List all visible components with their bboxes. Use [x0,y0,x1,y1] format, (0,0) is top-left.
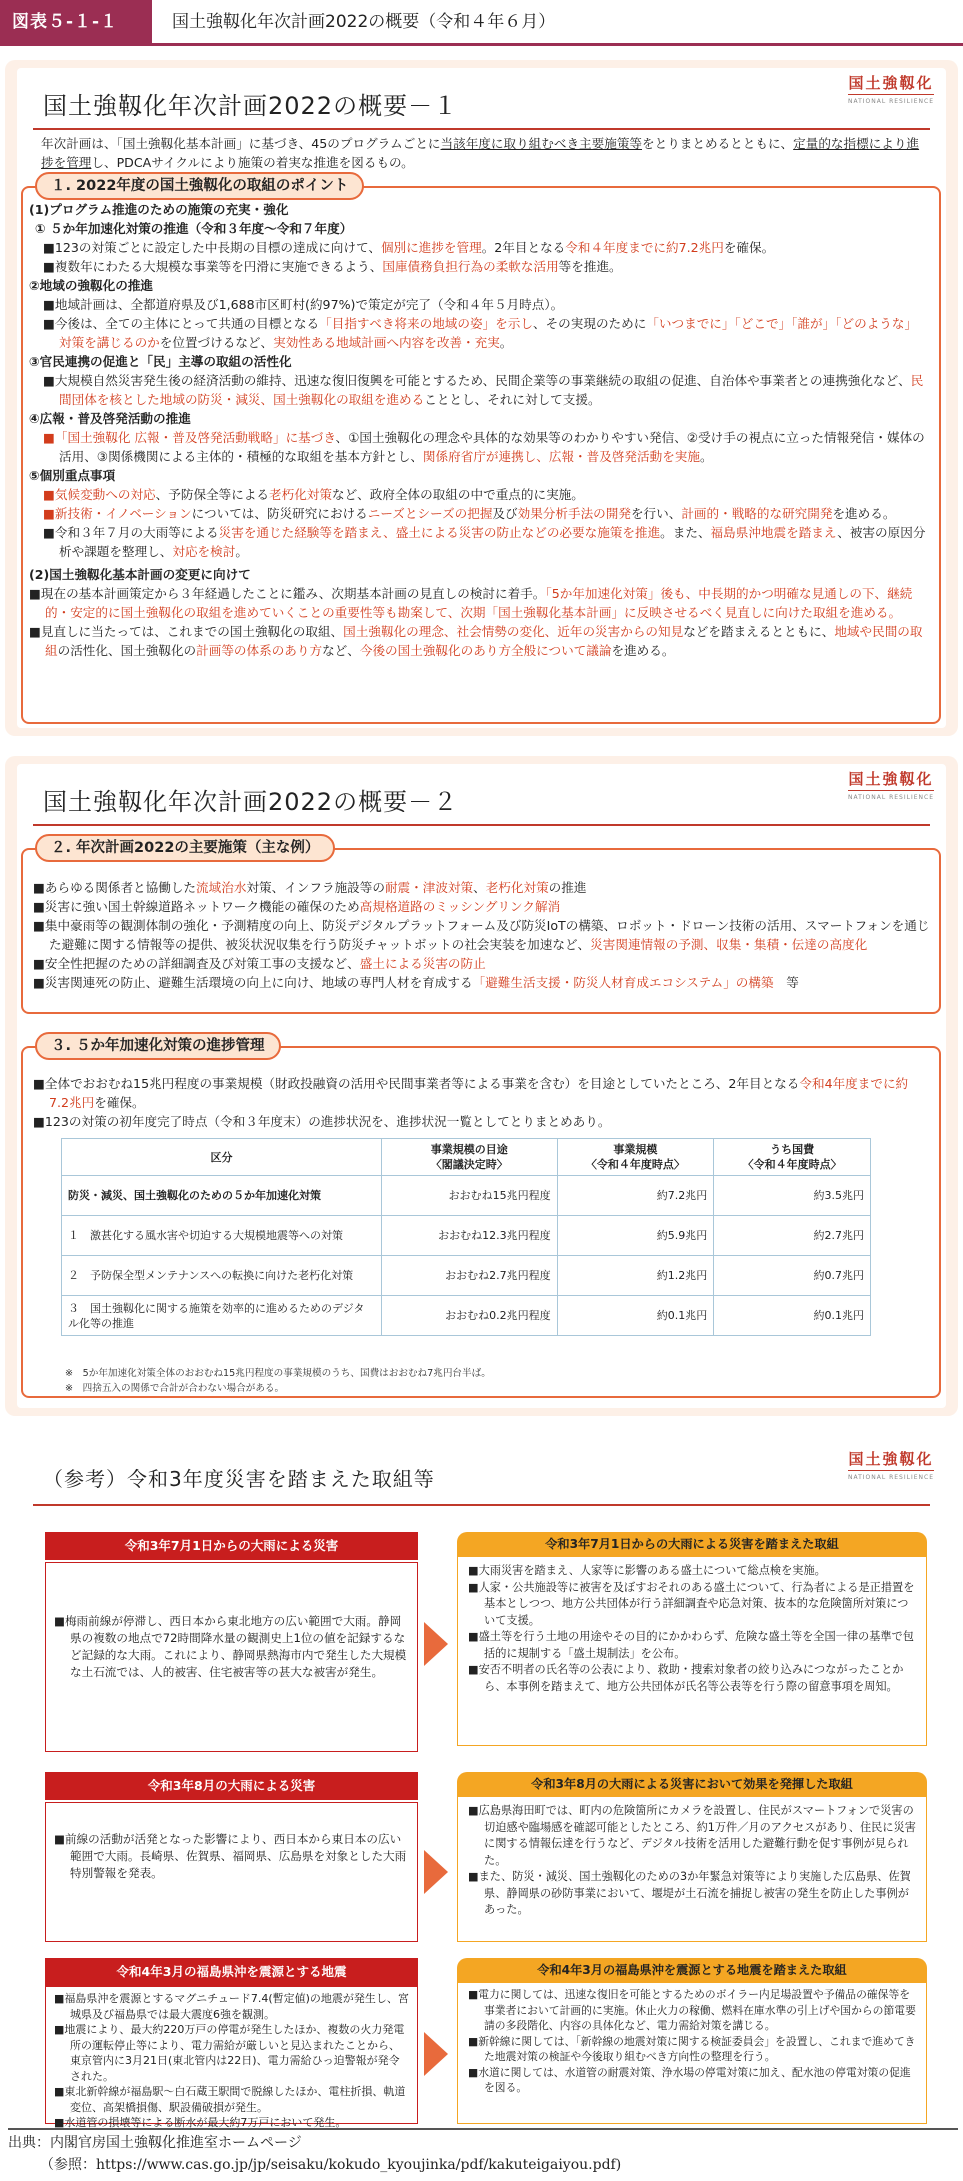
source-url[interactable]: （参照：https://www.cas.go.jp/jp/seisaku/kokudo_kyoujinka/pdf/kakuteigaiyou.pdf) [40,2157,622,2173]
source-label: 出典：内閣官房国土強靱化推進室ホームページ [8,2135,302,2151]
disaster-body: ■梅雨前線が停滞し、西日本から東北地方の広い範囲で大雨。静岡県の複数の地点で72時間降水量の観測史上1位の値を記録するなど記録的な大雨。これにより、静岡県熱海市内で発生した大規模な土石流では、人的被害、住宅被害等の甚大な被害が発生。 [45,1562,418,1752]
figure-tag: 図表５-１-１ [0,0,152,44]
section-title: ２. 年次計画2022の主要施策（主な例） [35,834,335,862]
response-body: ■大雨災害を踏まえ、人家等に影響のある盛土について総点検を実施。 ■人家・公共施設等に被害を及ぼすおそれのある盛土について、行為者による是正措置を基本としつつ、地方公共団体が行う詳細調査や応急対策、抜本的な危険箇所対策について支援。 ■盛土等を行う土地の用途やその目的にかかわらず、危険な盛土等を全国一律の基準で包括的に規制する「盛土規制法」を公布。 ■安否不明者の氏名等の公表により、救助・捜索対象者の絞り込みにつながったことから、本事例を踏まえて、地方公共団体が氏名等公表等を行う際の留意事項を周知。 [457,1556,927,1746]
response-heading: 令和3年7月1日からの大雨による災害を踏まえた取組 [457,1532,927,1556]
intro-text: 年次計画は、「国土強靱化基本計画」に基づき、45のプログラムごとに当該年度に取り組むべき主要施策等をとりまとめるとともに、定量的な指標により進捗を管理し、PDCAサイクルにより施策の着実な推進を図るもの。 [41,136,920,170]
source-rule [8,2128,958,2130]
title-rule [33,824,930,826]
panel-reference [5,1436,958,2129]
figure-title: 国土強靱化年次計画2022の概要（令和４年６月） [172,12,556,32]
figure-header [0,0,963,46]
arrow-icon [424,1622,448,1666]
table-row [62,1256,871,1296]
title-rule [33,128,930,130]
page-title: 国土強靱化年次計画2022の概要－２ [43,788,459,816]
table-cell: 約0.1兆円 [557,1296,714,1336]
response-body: ■広島県海田町では、町内の危険箇所にカメラを設置し、住民がスマートフォンで災害の切迫感や臨場感を確認可能としたところ、約1万件／月のアクセスがあり、住民に災害に関する情報伝達を行うなど、デジタル技術を活用した避難行動を促す事例が見られた。 ■また、防災・減災、国土強靱化のための3か年緊急対策等により実施した広島県、佐賀県、静岡県の砂防事業において、堰堤が土石流を捕捉し被害の発生を防止した事例があった。 [457,1796,927,1942]
table-note: ※ 5か年加速化対策全体のおおむね15兆円程度の事業規模のうち、国費はおおむね7兆円台半ば。 [65,1368,491,1379]
logo [848,770,934,802]
logo-sub: NATIONAL RESILIENCE [848,1470,934,1482]
section-progress-body: ■全体でおおむね15兆円程度の事業規模（財政投融資の活用や民間事業者等による事業を含む）を目途としていたところ、2年目となる令和4年度までに約7.2兆円を確保。 ■123の対策の初年度完了時点（令和３年度末）の進捗状況を、進捗状況一覧としてとりまとめあり。 [33,1076,909,1129]
table-cell: おおむね15兆円程度 [382,1176,558,1216]
arrow-icon [424,2032,448,2076]
table-header: 事業規模 〈令和４年度時点〉 [557,1139,714,1176]
table-cell: おおむね12.3兆円程度 [382,1216,558,1256]
table-row [62,1216,871,1256]
table-cell: おおむね2.7兆円程度 [382,1256,558,1296]
page-title: 国土強靱化年次計画2022の概要－１ [43,92,459,120]
panel-overview-2 [5,756,958,1416]
table-header: 区分 [62,1139,382,1176]
response-heading: 令和4年3月の福島県沖を震源とする地震を踏まえた取組 [457,1958,927,1982]
table-cell: 約5.9兆円 [557,1216,714,1256]
table-header: 事業規模の目途 〈閣議決定時〉 [382,1139,558,1176]
table-header-row [62,1139,871,1176]
disaster-heading: 令和3年7月1日からの大雨による災害 [45,1532,418,1560]
logo [848,1450,934,1482]
arrow-icon [424,1850,448,1894]
disaster-heading: 令和4年3月の福島県沖を震源とする地震 [45,1958,418,1986]
table-cell: 約3.5兆円 [714,1176,871,1216]
logo-mark: 国土強靱化 [848,74,934,92]
logo-sub: NATIONAL RESILIENCE [848,790,934,802]
logo-mark: 国土強靱化 [848,770,934,788]
disaster-body: ■前線の活動が活発となった影響により、西日本から東日本の広い範囲で大雨。長崎県、佐賀県、福岡県、広島県を対象とした大雨特別警報を発表。 [45,1802,418,1942]
table-cell: 約0.1兆円 [714,1296,871,1336]
table-cell: １ 激甚化する風水害や切迫する大規模地震等への対策 [62,1216,382,1256]
table-note: ※ 四捨五入の関係で合計が合わない場合がある。 [65,1383,285,1394]
table-cell: おおむね0.2兆円程度 [382,1296,558,1336]
section-measures-body: ■あらゆる関係者と協働した流域治水対策、インフラ施設等の耐震・津波対策、老朽化対策の推進 ■災害に強い国土幹線道路ネットワーク機能の確保のため高規格道路のミッシングリンク解消 ■集中豪雨等の観測体制の強化・予測精度の向上、防災デジタルプラットフォーム及び防災IoTの構築、ロボット・ドローン技術の活用、スマートフォンを通じた避難に関する情報等の提供、被災状況収集を行う防災チャットボットの社会実装を加速など、災害関連情報の予測、収集・集積・伝達の高度化 ■安全性把握のための詳細調査及び対策工事の支援など、盛土による災害の防止 ■災害関連死の防止、避難生活環境の向上に向け、地域の専門人材を育成する「避難生活支援・防災人材育成エコシステム」の構築 等 [33,880,930,990]
table-row [62,1176,871,1216]
table-cell: 約2.7兆円 [714,1216,871,1256]
panel-overview-1 [5,60,958,736]
response-heading: 令和3年8月の大雨による災害において効果を発揮した取組 [457,1772,927,1796]
progress-table [61,1138,871,1336]
logo [848,74,934,106]
title-rule [33,1504,930,1506]
table-cell: ３ 国土強靱化に関する施策を効率的に進めるためのデジタル化等の推進 [62,1296,382,1336]
response-body: ■電力に関しては、迅速な復旧を可能とするためのボイラー内足場設置や予備品の確保等を事業者において計画的に実施。休止火力の稼働、燃料在庫水準の引上げや国からの節電要請の多段階化、内容の具体化など、電力需給対策を講じる。 ■新幹線に関しては、「新幹線の地震対策に関する検証委員会」を設置し、これまで進めてきた地震対策の検証や今後取り組むべき方向性の整理を行う。 ■水道に関しては、水道管の耐震対策、浄水場の停電対策に加え、配水池の停電対策の促進を図る。 [457,1982,927,2124]
table-cell: 約7.2兆円 [557,1176,714,1216]
logo-sub: NATIONAL RESILIENCE [848,94,934,106]
section-title: １. 2022年度の国土強靱化の取組のポイント [35,172,364,200]
section-points-body: (1)プログラム推進のための施策の充実・強化 ① ５か年加速化対策の推進（令和３年度～令和７年度） ■123の対策ごとに設定した中長期の目標の達成に向けて、個別に進捗を管理。2年目となる令和４年度までに約7.2兆円を確保。 ■複数年にわたる大規模な事業等を円滑に実施できるよう、国庫債務負担行為の柔軟な活用等を推進。 ②地域の強靱化の推進 ■地域計画は、全都道府県及び1,688市区町村(約97%)で策定が完了（令和４年５月時点）。 ■今後は、全ての主体にとって共通の目標となる「目指すべき将来の地域の姿」を示し、その実現のために「いつまでに」「どこで」「誰が」「どのような」対策を講じるのかを位置づけるなど、実効性ある地域計画へ内容を改善・充実。 ③官民連携の促進と「民」主導の取組の活性化 ■大規模自然災害発生後の経済活動の維持、迅速な復旧復興を可能とするため、民間企業等の事業継続の取組の促進、自治体や事業者との連携強化など、民間団体を核とした地域の防災・減災、国土強靱化の取組を進めることとし、それに対して支援。 ④広報・普及啓発活動の推進 ■「国土強靱化 広報・普及啓発活動戦略」に基づき、①国土強靱化の理念や具体的な効果等のわかりやすい発信、②受け手の視点に立った情報発信・媒体の活用、③関係機関による主体的・積極的な取組を基本方針とし、関係府省庁が連携し、広報・普及啓発活動を実施。 ⑤個別重点事項 ■気候変動への対応、予防保全等による老朽化対策など、政府全体の取組の中で重点的に実施。 ■新技術・イノベーションについては、防災研究におけるニーズとシーズの把握及び効果分析手法の開発を行い、計画的・戦略的な研究開発を進める。 ■令和３年７月の大雨等による災害を通じた経験等を踏まえ、盛土による災害の防止などの必要な施策を推進。また、福島県沖地震を踏まえ、被害の原因分析や課題を整理し、対応を検討。 (2)国土強靱化基本計画の変更に向けて ■現在の基本計画策定から３年経過したことに鑑み、次期基本計画の見直しの検討に着手。「5か年加速化対策」後も、中長期的かつ明確な見通しの下、継続的・安定的に国土強靱化の取組を進めていくことの重要性等も勘案して、次期「国土強靱化基本計画」に反映させるべく見直しに向けた取組を進める。 ■見直しに当たっては、これまでの国土強靱化の取組、国土強靱化の理念、社会情勢の変化、近年の災害からの知見などを踏まえるとともに、地域や民間の取組の活性化、国土強靱化の計画等の体系のあり方など、今後の国土強靱化のあり方全般について議論を進める。 [29,202,926,658]
page-title: （参考）令和3年度災害を踏まえた取組等 [43,1467,435,1491]
table-cell: 防災・減災、国土強靱化のための５か年加速化対策 [62,1176,382,1216]
disaster-heading: 令和3年8月の大雨による災害 [45,1772,418,1800]
table-cell: ２ 予防保全型メンテナンスへの転換に向けた老朽化対策 [62,1256,382,1296]
section-title: ３. ５か年加速化対策の進捗管理 [35,1032,281,1060]
table-cell: 約1.2兆円 [557,1256,714,1296]
table-header: うち国費 〈令和４年度時点〉 [714,1139,871,1176]
disaster-body: ■福島県沖を震源とするマグニチュード7.4(暫定値)の地震が発生し、宮城県及び福島県では最大震度6強を観測。 ■地震により、最大約220万戸の停電が発生したほか、複数の火力発電所の運転停止等により、電力需給が厳しいと見込まれたことから、東京管内に3月21日(東北管内は22日)、電力需給ひっ迫警報が発令された。 ■東北新幹線が福島駅～白石蔵王駅間で脱線したほか、電柱折損、軌道変位、高架橋損傷、駅設備破損が発生。 ■水道管の損壊等による断水が最大約7万戸において発生。 [45,1986,418,2124]
logo-mark: 国土強靱化 [848,1450,934,1468]
table-cell: 約0.7兆円 [714,1256,871,1296]
table-row [62,1296,871,1336]
